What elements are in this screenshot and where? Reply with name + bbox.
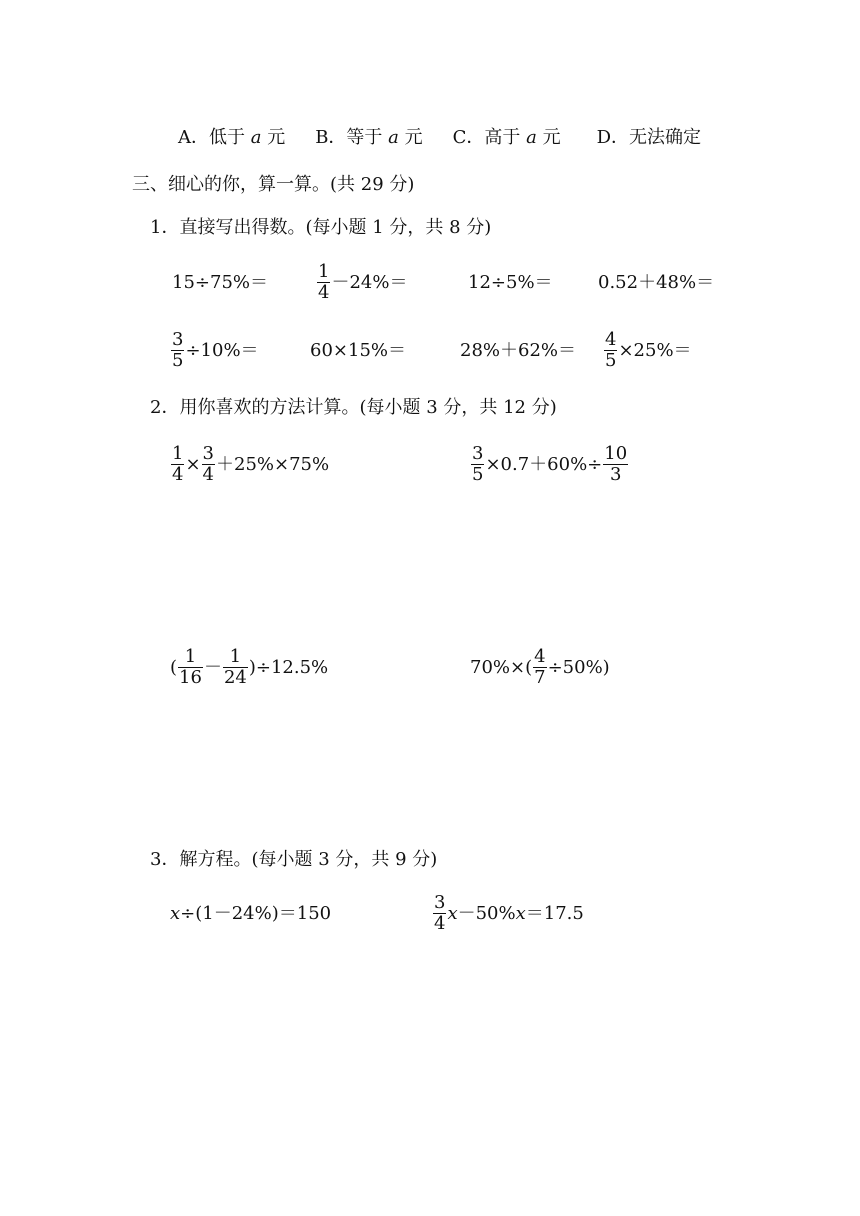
fraction: $\frac{1}{4}$ — [318, 261, 330, 303]
q2-problem-3: ( $\frac{1}{16}$ － $\frac{1}{24}$ )÷12.5% — [170, 646, 329, 688]
choice-d: D．无法确定 — [596, 127, 702, 148]
q2-problem-4: 70%×( $\frac{4}{7}$ ÷50%) — [470, 646, 610, 688]
q1-expr-5: $\frac{3}{5}$ ÷10%＝ — [172, 329, 259, 371]
fraction: $\frac{3}{4}$ — [202, 443, 214, 485]
question-3-title: 3．解方程。(每小题 3 分，共 9 分) — [150, 849, 438, 870]
question-2-title: 2．用你喜欢的方法计算。(每小题 3 分，共 12 分) — [150, 397, 557, 418]
fraction: $\frac{1}{16}$ — [179, 646, 202, 688]
q1-expr-8: $\frac{4}{5}$ ×25%＝ — [605, 329, 692, 371]
q1-expr-4: 0.52＋48%＝ — [598, 272, 715, 293]
q1-expr-3: 12÷5%＝ — [468, 272, 553, 293]
choice-options-row — [178, 128, 701, 148]
choice-b: B．等于 a 元 — [315, 127, 423, 148]
q3-equation-1: x÷(1－24%)＝150 — [170, 903, 332, 924]
fraction: $\frac{3}{4}$ — [434, 892, 446, 934]
q2-problem-2: $\frac{3}{5}$ ×0.7＋60%÷ $\frac{10}{3}$ — [472, 443, 628, 485]
fraction: $\frac{3}{5}$ — [472, 443, 484, 485]
q1-expr-6: 60×15%＝ — [310, 340, 406, 361]
choice-c: C．高于 a 元 — [452, 127, 561, 148]
fraction: $\frac{1}{4}$ — [172, 443, 184, 485]
fraction: $\frac{4}{5}$ — [605, 329, 617, 371]
q1-expr-1: 15÷75%＝ — [172, 272, 268, 293]
choice-a: A．低于 a 元 — [178, 127, 286, 148]
question-1-title: 1．直接写出得数。(每小题 1 分，共 8 分) — [150, 217, 492, 238]
fraction: $\frac{4}{7}$ — [534, 646, 546, 688]
q1-expr-7: 28%＋62%＝ — [460, 340, 577, 361]
q2-problem-1: $\frac{1}{4}$ × $\frac{3}{4}$ ＋25%×75% — [172, 443, 330, 485]
section-title: 三、细心的你，算一算。(共 29 分) — [132, 174, 415, 195]
q3-equation-2: $\frac{3}{4}$ x －50% x ＝17.5 — [434, 892, 584, 934]
fraction: $\frac{1}{24}$ — [223, 646, 247, 688]
fraction: $\frac{10}{3}$ — [604, 443, 628, 485]
fraction: $\frac{3}{5}$ — [172, 329, 184, 371]
q1-expr-2: $\frac{1}{4}$ －24%＝ — [318, 261, 408, 303]
